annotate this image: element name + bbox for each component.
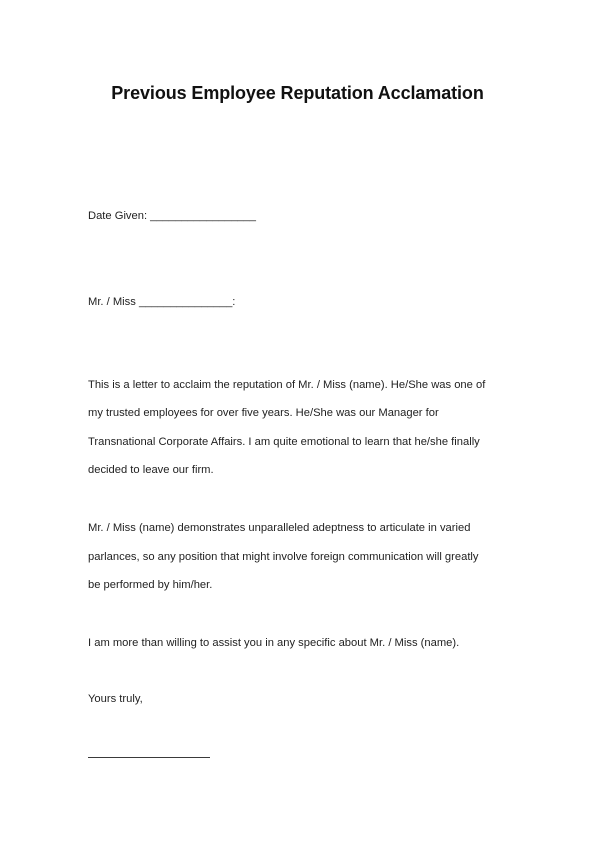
paragraph1-line2: my trusted employees for over five years. He/She was our Manager for (88, 407, 439, 419)
paragraph2-line2: parlances, so any position that might involve foreign communication will greatly (88, 551, 479, 563)
date-given-line: Date Given: _________________ (88, 210, 256, 222)
paragraph2-line1: Mr. / Miss (name) demonstrates unparalleled adeptness to articulate in varied (88, 522, 471, 534)
salutation-line: Mr. / Miss _______________: (88, 296, 236, 308)
paragraph1-line4: decided to leave our firm. (88, 464, 214, 476)
paragraph3-line1: I am more than willing to assist you in any specific about Mr. / Miss (name). (88, 637, 460, 649)
closing-line: Yours truly, (88, 693, 143, 705)
document-title: Previous Employee Reputation Acclamation (111, 83, 484, 103)
signature-line (88, 757, 210, 758)
paragraph1-line3: Transnational Corporate Affairs. I am quite emotional to learn that he/she finally (88, 436, 480, 448)
paragraph1-line1: This is a letter to acclaim the reputation of Mr. / Miss (name). He/She was one of (88, 379, 486, 391)
paragraph2-line3: be performed by him/her. (88, 579, 213, 591)
